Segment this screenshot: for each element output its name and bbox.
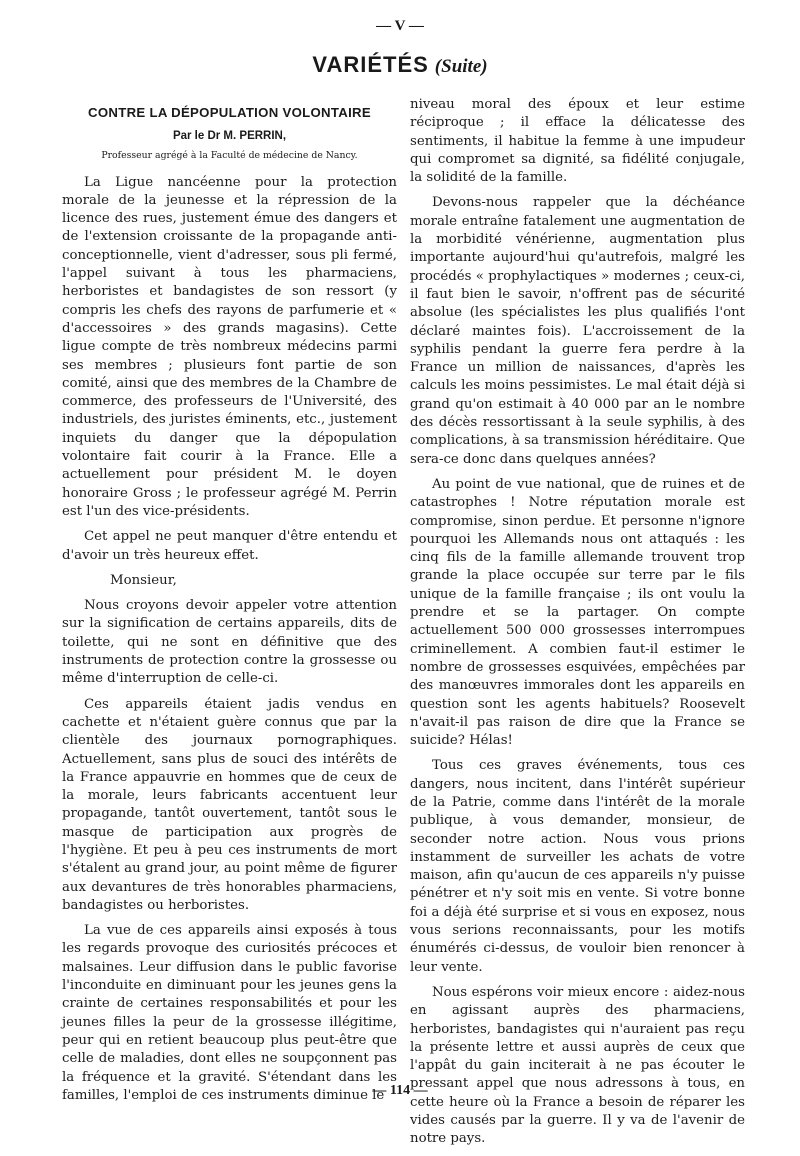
paragraph: La Ligue nancéenne pour la protection morale de la jeunesse et la répression de la licence des rues, justement émue des dangers et de l'extension croissante de la propagande anti-conceptionnelle, vient d'adresser, sous pli fermé, l'appel suivant à tous les pharmaciens, herboristes et bandagistes de son ressort (y compris les chefs des rayons de parfumerie et « d'accessoires » des grands magasins). Cette ligue compte de très nombreux médecins parmi ses membres ; plusieurs font partie de son comité, ainsi que des membres de la Chambre de commerce, des professeurs de l'Université, des industriels, des juristes éminents, etc., justement inquiets du danger que la dépopulation volontaire fait courir à la France. Elle a actuellement pour président M. le doyen honoraire Gross ; le professeur agrégé M. Perrin est l'un des vice-présidents. xyxy=(62,174,397,519)
paragraph: La vue de ces appareils ainsi exposés à tous les regards provoque des curiosités précoces et malsaines. Leur diffusion dans le public favorise l'inconduite en diminuant pour les jeunes gens la crainte de certaines responsabilités et pour les jeunes filles la peur de la grossesse illégitime, peur qui en retient beaucoup plus peut-être que celle de maladies, dont elles ne soupçonnent pas la fréquence et la gravité. S'étendant dans les familles, l'emploi de ces instruments diminue le xyxy=(62,923,397,1103)
paragraph: Devons-nous rappeler que la déchéance morale entraîne fatalement une augmentation de la morbidité vénérienne, augmentation plus importante aujourd'hui qu'autrefois, malgré les procédés « prophylactiques » modernes ; ceux-ci, il faut bien le savoir, n'offrent pas de sécurité absolue (les spécialistes les plus qualifiés l'ont déclaré maintes fois). L'accroissement de la syphilis pendant la guerre fera perdre à la France un million de naissances, d'après les calculs les moins pessimistes. Le mal était déjà si grand qu'on estimait à 40 000 par an le nombre des décès ressortissant à la seule syphilis, à des complications, à sa transmission héréditaire. Que sera-ce donc dans quelques années? xyxy=(410,195,745,467)
paragraph-continued: niveau moral des époux et leur estime réciproque ; il efface la délicatesse des sentiments, il habitue la femme à une impudeur qui compromet sa dignité, sa fidélité conjugale, la solidité de la famille. xyxy=(410,97,745,186)
page-header-roman: — V — xyxy=(376,18,424,34)
section-suite-label: (Suite) xyxy=(434,56,488,77)
section-title xyxy=(0,52,800,78)
right-column xyxy=(410,96,745,1156)
paragraph: Nous croyons devoir appeler votre attention sur la signification de certains appareils, dits de toilette, qui ne sont en définitive que des instruments de protection contre la grossesse ou même d'interruption de celle-ci. xyxy=(62,598,397,687)
left-column xyxy=(62,104,397,1112)
page-number: — 114 — xyxy=(372,1083,428,1098)
article-byline: Par le Dr M. PERRIN, xyxy=(172,130,287,143)
section-title-text: VARIÉTÉS xyxy=(312,52,429,77)
paragraph: Cet appel ne peut manquer d'être entendu et d'avoir un très heureux effet. xyxy=(62,529,397,563)
paragraph: Tous ces graves événements, tous ces dangers, nous incitent, dans l'intérêt supérieur de la Patrie, comme dans l'intérêt de la morale publique, à vous demander, monsieur, de seconder notre action. Nous vous prions instamment de surveiller les achats de votre maison, afin qu'aucun de ces appareils n'y puisse pénétrer et n'y soit mis en vente. Si votre bonne foi a déjà été surprise et si vous en exposez, nous vous serions reconnaissants, pour les motifs énumérés ci-dessus, de vouloir bien renoncer à leur vente. xyxy=(410,758,745,975)
paragraph: Au point de vue national, que de ruines et de catastrophes ! Notre réputation morale est compromise, sinon perdue. Et personne n'ignore pourquoi les Allemands nous ont attaqués : les cinq fils de la famille allemande trouvent trop grande la place occupée sur terre par le fils unique de la famille française ; ils ont voulu la prendre et se la partager. On compte actuellement 500 000 grossesses interrompues criminellement. A combien faut-il estimer le nombre de grossesses esquivées, empêchées par des manœuvres immorales dont les appareils en question sont les agents habituels? Roosevelt n'avait-il pas raison de dire que la France se suicide? Hélas! xyxy=(410,476,745,749)
paragraph: Ces appareils étaient jadis vendus en cachette et n'étaient guère connus que par la clientèle des journaux pornographiques. Actuellement, sans plus de souci des intérêts de la France appauvrie en hommes que de ceux de la morale, leurs fabricants accentuent leur propagande, tantôt ouvertement, tantôt sous le masque de participation aux progrès de l'hygiène. Et peu à peu ces instruments de mort s'étalent au grand jour, au point même de figurer aux devantures de très honorables pharmaciens, bandagistes ou herboristes. xyxy=(62,696,397,913)
letter-salutation: Monsieur, xyxy=(110,572,177,588)
author-affiliation: Professeur agrégé à la Faculté de médecine de Nancy. xyxy=(101,149,358,161)
paragraph: Nous espérons voir mieux encore : aidez-nous en agissant auprès des pharmaciens, herboristes, bandagistes qui n'auraient pas reçu la présente lettre et aussi auprès de ceux que l'appât du gain inciterait à ne pas écouter le pressant appel que nous adressons à tous, en cette heure où la France a besoin de réparer les vides causés par la guerre. Il y va de l'avenir de notre pays. xyxy=(410,984,745,1147)
article-title: CONTRE LA DÉPOPULATION VOLONTAIRE xyxy=(88,105,371,120)
